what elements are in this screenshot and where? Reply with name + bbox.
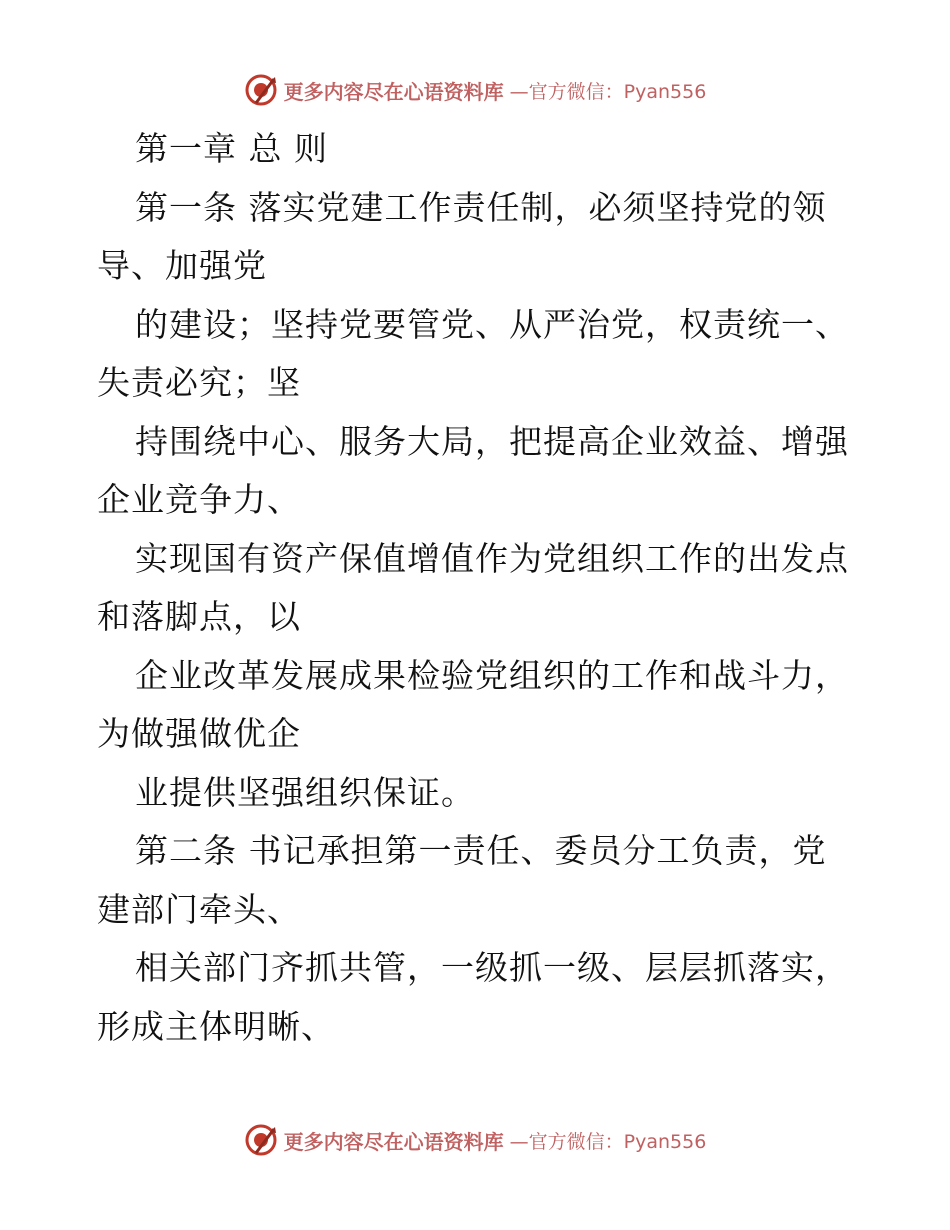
text-line: 第一条 落实党建工作责任制，必须坚持党的领 bbox=[135, 187, 827, 227]
text-line: 业提供坚强组织保证。 bbox=[135, 772, 475, 812]
text-line: 相关部门齐抓共管，一级抓一级、层层抓落实， bbox=[135, 948, 849, 987]
text-line: 导、加强党 bbox=[97, 246, 267, 285]
text-line: 建部门牵头、 bbox=[97, 889, 301, 929]
text-line: 持围绕中心、服务大局，把提高企业效益、增强 bbox=[135, 421, 849, 461]
header-banner bbox=[0, 70, 950, 110]
chapter-heading: 第一章 总 则 bbox=[135, 129, 328, 168]
header-wechat-text: —官方微信：Pyan556 bbox=[509, 80, 707, 103]
text-line: 的建设；坚持党要管党、从严治党，权责统一、 bbox=[135, 304, 849, 344]
footer-banner bbox=[0, 1120, 950, 1160]
text-line: 企业改革发展成果检验党组织的工作和战斗力， bbox=[135, 655, 849, 695]
text-line: 为做强做优企 bbox=[97, 714, 301, 753]
text-line: 和落脚点，以 bbox=[97, 597, 301, 636]
brand-logo-icon bbox=[244, 1123, 278, 1157]
body-text bbox=[97, 120, 857, 1056]
footer-wechat-text: —官方微信：Pyan556 bbox=[509, 1130, 707, 1153]
text-line: 实现国有资产保值增值作为党组织工作的出发点 bbox=[135, 538, 849, 578]
brand-logo-icon bbox=[244, 73, 278, 107]
text-line: 企业竞争力、 bbox=[97, 480, 301, 519]
text-line: 形成主体明晰、 bbox=[97, 1006, 335, 1046]
text-line: 第二条 书记承担第一责任、委员分工负责，党 bbox=[135, 831, 827, 870]
footer-brand-text: 更多内容尽在心语资料库 bbox=[283, 1129, 504, 1154]
header-brand-text: 更多内容尽在心语资料库 bbox=[283, 79, 504, 104]
text-line: 失责必究；坚 bbox=[97, 363, 301, 402]
